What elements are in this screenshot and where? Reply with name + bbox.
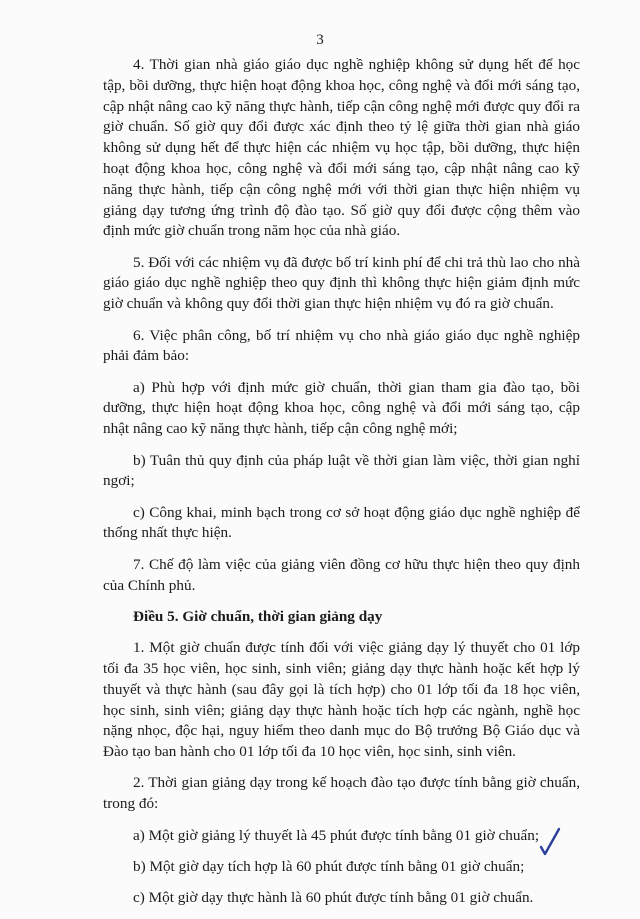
paragraph-article5-clause-2b: b) Một giờ dạy tích hợp là 60 phút được tính bằng 01 giờ chuẩn;	[133, 857, 525, 875]
paragraph-item-6b: b) Tuân thủ quy định của pháp luật về thời gian làm việc, thời gian nghỉ ngơi;	[103, 451, 580, 490]
paragraph-article5-clause-2c: c) Một giờ dạy thực hành là 60 phút được tính bằng 01 giờ chuẩn.	[133, 889, 534, 907]
paragraph-item-6: 6. Việc phân công, bố trí nhiệm vụ cho nhà giáo giáo dục nghề nghiệp phải đảm bảo:	[103, 326, 580, 365]
initial-check-mark-icon	[538, 826, 562, 856]
paragraph-item-5: 5. Đối với các nhiệm vụ đã được bố trí kinh phí để chi trả thù lao cho nhà giáo giáo dục nghề nghiệp theo quy định thì không thực hiện giảm định mức giờ chuẩn và không quy đổi thời gian thực hiện nhiệm vụ đó ra giờ chuẩn.	[103, 253, 580, 313]
paragraph-article5-clause-2a: a) Một giờ giảng lý thuyết là 45 phút được tính bằng 01 giờ chuẩn;	[133, 826, 540, 844]
paragraph-item-6c: c) Công khai, minh bạch trong cơ sở hoạt động giáo dục nghề nghiệp để thống nhất thực hiện.	[103, 503, 580, 542]
paragraph-item-6a: a) Phù hợp với định mức giờ chuẩn, thời gian tham gia đào tạo, bồi dưỡng, thực hiện hoạt động khoa học, công nghệ và đổi mới sáng tạo, cập nhật nâng cao kỹ năng thực hành, tiếp cận công nghệ mới;	[103, 378, 580, 438]
paragraph-article5-clause-2: 2. Thời gian giảng dạy trong kế hoạch đào tạo được tính bằng giờ chuẩn, trong đó:	[103, 774, 580, 813]
article-5-heading: Điều 5. Giờ chuẩn, thời gian giảng dạy	[133, 607, 383, 625]
document-body	[103, 55, 580, 919]
paragraph-item-4: 4. Thời gian nhà giáo giáo dục nghề nghiệp không sử dụng hết để học tập, bồi dưỡng, thực hiện hoạt động khoa học, công nghệ và đổi mới sáng tạo, cập nhật nâng cao kỹ năng thực hành, tiếp cận công nghệ mới được quy đổi ra giờ chuẩn. Số giờ quy đổi được xác định theo tỷ lệ giữa thời gian nhà giáo không sử dụng hết để thực hiện các nhiệm vụ học tập, bồi dưỡng, thực hiện hoạt động khoa học, công nghệ và đổi mới sáng tạo, cập nhật nâng cao kỹ năng thực hành, tiếp cận công nghệ mới với thời gian thực hiện nhiệm vụ giảng dạy tương ứng trình độ đào tạo. Số giờ quy đổi được cộng thêm vào định mức giờ chuẩn trong năm học của nhà giáo.	[103, 56, 580, 240]
paragraph-article5-clause-1: 1. Một giờ chuẩn được tính đối với việc giảng dạy lý thuyết cho 01 lớp tối đa 35 học viên, học sinh, sinh viên; giảng dạy thực hành hoặc kết hợp lý thuyết và thực hành (sau đây gọi là tích hợp) cho 01 lớp tối đa 18 học viên, học sinh, sinh viên; giảng dạy thực hành hoặc tích hợp các ngành, nghề học nặng nhọc, độc hại, nguy hiểm theo danh mục do Bộ trưởng Bộ Giáo dục và Đào tạo ban hành cho 01 lớp tối đa 10 học viên, học sinh, sinh viên.	[103, 639, 580, 761]
page-number: 3	[316, 32, 324, 48]
paragraph-item-7: 7. Chế độ làm việc của giảng viên đồng cơ hữu thực hiện theo quy định của Chính phủ.	[103, 555, 580, 594]
